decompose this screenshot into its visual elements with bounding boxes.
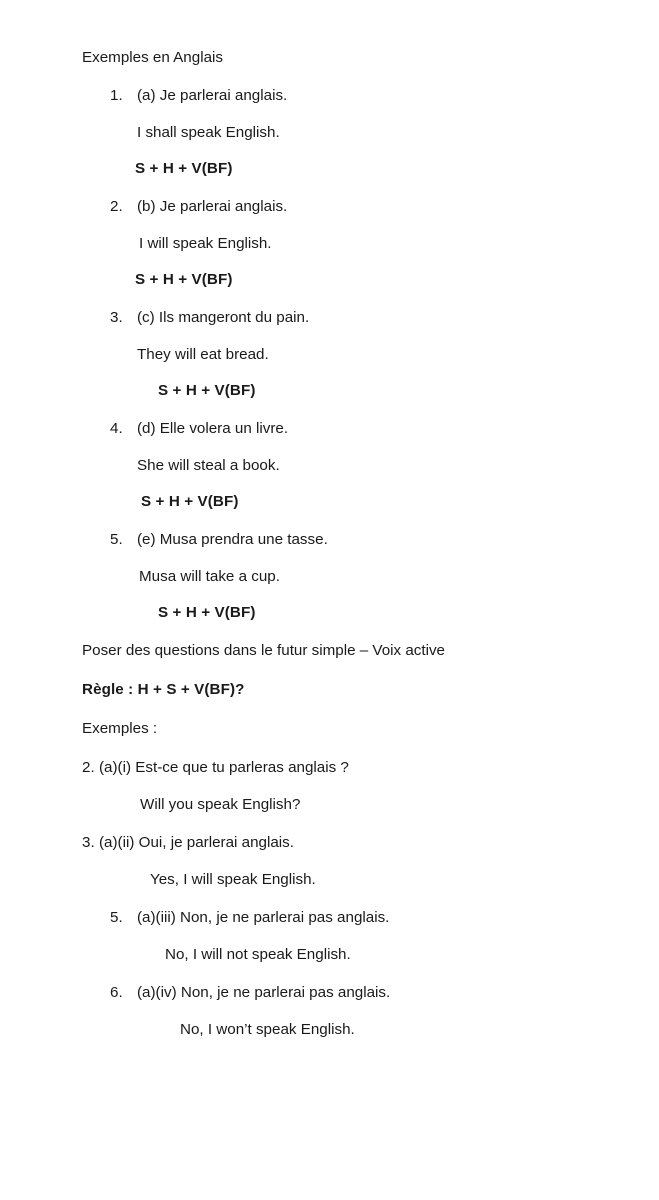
question-translation: Yes, I will speak English.: [150, 871, 316, 888]
examples-list: [82, 86, 659, 622]
section-examples-label: Exemples :: [82, 720, 158, 737]
page-heading: Exemples en Anglais: [82, 49, 223, 66]
question-item: [82, 983, 659, 1002]
example-french: (a) Je parlerai anglais.: [137, 87, 288, 104]
list-item-number: 5.: [110, 531, 123, 548]
list-item-number: 1.: [110, 87, 123, 104]
question-french: (a)(i) Est-ce que tu parleras anglais ?: [99, 759, 349, 776]
question-item: [82, 908, 659, 927]
question-french: (a)(iv) Non, je ne parlerai pas anglais.: [137, 984, 391, 1001]
example-formula: S + H + V(BF): [158, 604, 256, 621]
list-item-number: 4.: [110, 420, 123, 437]
example-formula: S + H + V(BF): [141, 493, 239, 510]
example-french: (e) Musa prendra une tasse.: [137, 531, 328, 548]
list-item-number: 5.: [110, 909, 123, 926]
example-formula: S + H + V(BF): [135, 160, 233, 177]
example-translation: Musa will take a cup.: [139, 568, 280, 585]
example-translation: I shall speak English.: [137, 124, 280, 141]
question-translation: Will you speak English?: [140, 796, 301, 813]
list-item-number: 2.: [110, 198, 123, 215]
example-translation: She will steal a book.: [137, 457, 280, 474]
list-item-number: 3.: [110, 309, 123, 326]
section-title: Poser des questions dans le futur simple – Voix active: [82, 642, 446, 659]
example-french: (d) Elle volera un livre.: [137, 420, 289, 437]
list-item-number: 2.: [82, 759, 95, 776]
example-item: [82, 530, 659, 549]
question-french: (a)(ii) Oui, je parlerai anglais.: [99, 834, 294, 851]
section-rule: Règle : H + S + V(BF)?: [82, 681, 245, 698]
question-item: [82, 758, 659, 777]
example-formula: S + H + V(BF): [135, 271, 233, 288]
example-formula: S + H + V(BF): [158, 382, 256, 399]
example-french: (c) Ils mangeront du pain.: [137, 309, 310, 326]
list-item-number: 6.: [110, 984, 123, 1001]
example-item: [82, 419, 659, 438]
list-item-number: 3.: [82, 834, 95, 851]
question-item: [82, 833, 659, 852]
example-item: [82, 308, 659, 327]
example-translation: I will speak English.: [139, 235, 272, 252]
question-translation: No, I will not speak English.: [165, 946, 351, 963]
example-translation: They will eat bread.: [137, 346, 269, 363]
questions-list: [82, 758, 659, 1039]
example-item: [82, 86, 659, 105]
question-french: (a)(iii) Non, je ne parlerai pas anglais.: [137, 909, 390, 926]
example-item: [82, 197, 659, 216]
example-french: (b) Je parlerai anglais.: [137, 198, 288, 215]
question-translation: No, I won’t speak English.: [180, 1021, 355, 1038]
